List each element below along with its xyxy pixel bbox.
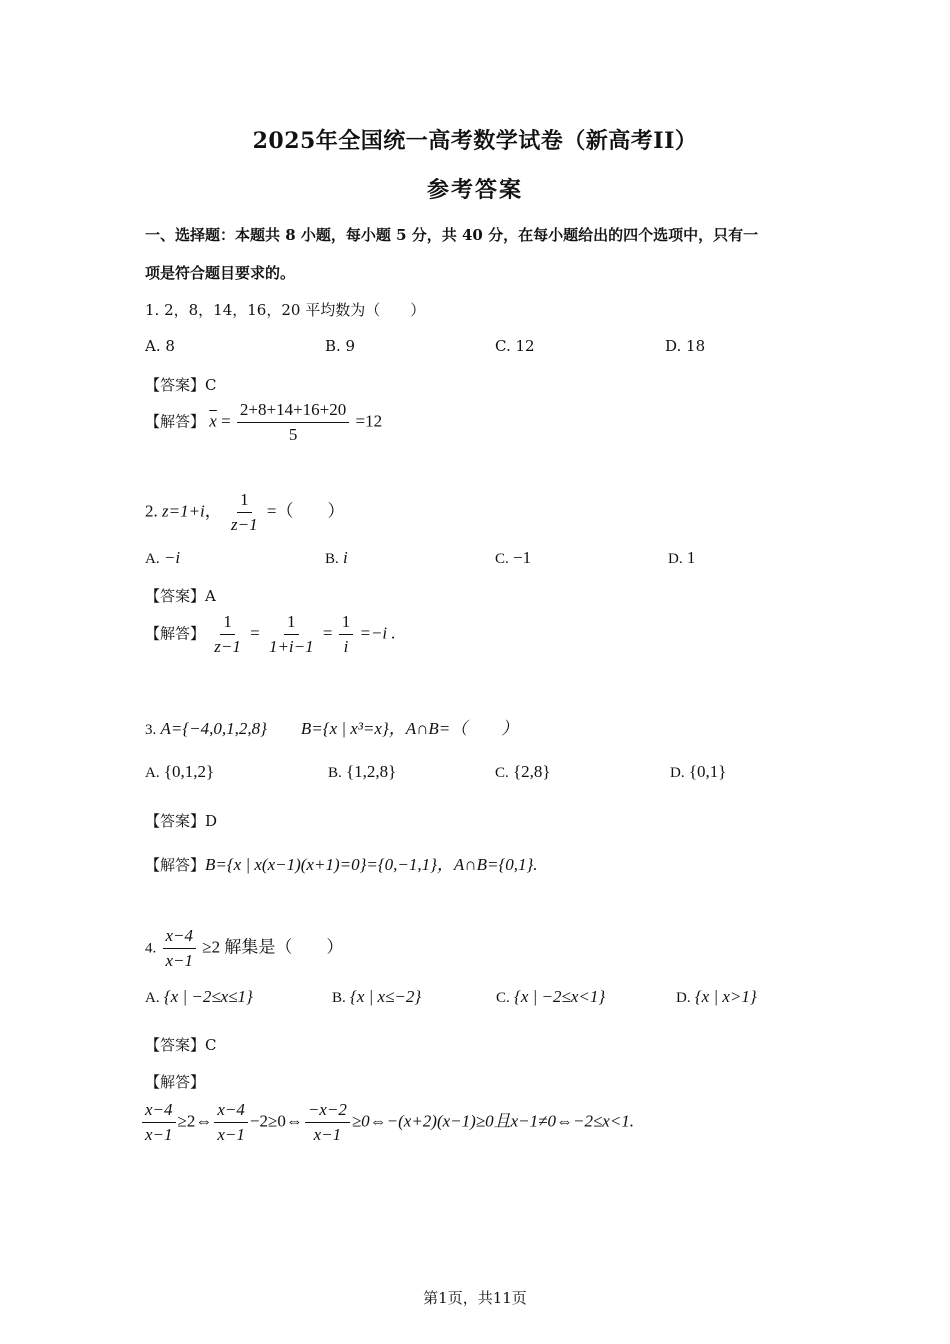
q2-sol-fraction-3: $\frac{1}{i}$	[339, 612, 354, 657]
q4-option-b: B. {x | x≤−2}	[332, 987, 422, 1006]
q2-option-c: C. −1	[495, 548, 532, 567]
q4-answer: 【答案】C	[145, 1036, 217, 1054]
q2-stem	[145, 490, 344, 535]
q3-stem	[145, 714, 518, 739]
q2-answer: 【答案】A	[145, 587, 216, 605]
q1-mean-symbol: $\overline{x}$	[209, 411, 217, 431]
answer-label: 【答案】	[145, 376, 206, 394]
q4-sol-fraction-3: $\frac{-x-2}{x-1}$	[305, 1100, 350, 1145]
q2-fraction	[228, 490, 261, 535]
q3-option-b: B. {1,2,8}	[328, 762, 397, 781]
q1-stem: 1. 2，8，14，16，20 平均数为（ ）	[145, 301, 426, 319]
q2-stem-tail: =（ ）	[266, 501, 345, 521]
q4-stem-tail: ≥2 解集是（ ）	[202, 937, 344, 957]
q4-option-d: D. {x | x>1}	[676, 987, 757, 1006]
q4-sol-fraction-1: $\frac{x-4}{x-1}$	[142, 1100, 176, 1145]
q4-answer-value: C	[205, 1036, 217, 1054]
q4-sol-tail: ≥0⇔−(x+2)(x−1)≥0且x−1≠0⇔−2≤x<1.	[351, 1111, 635, 1131]
q1-fraction-den: 5	[288, 425, 298, 444]
section-heading-line1: 一、选择题：本题共 8 小题，每小题 5 分，共 40 分，在每小题给出的四个选项中，只有一	[145, 226, 759, 244]
q4-solution: $\frac{x-4}{x-1}$ ≥2⇔ $\frac{x-4}{x-1}$ −2≥0⇔ $\frac{-x-2}{x-1}$ ≥0⇔−(x+2)(x−1)≥0且x−1≠0⇔−2≤x<1.	[140, 1100, 634, 1145]
q2-option-d: D. 1	[668, 548, 696, 567]
q3-option-d: D. {0,1}	[670, 762, 727, 781]
q1-solution	[145, 400, 382, 445]
q1-fraction-num: 2+8+14+16+20	[237, 400, 349, 423]
q4-option-c: C. {x | −2≤x<1}	[496, 987, 606, 1006]
q3-solution-expr: B={x | x(x−1)(x+1)=0}={0,−1,1}，A∩B={0,1}.	[205, 855, 538, 874]
q2-fraction-num: 1	[237, 490, 252, 513]
q4-solution-label: 【解答】	[145, 1073, 206, 1091]
q1-option-c: C. 12	[495, 337, 535, 355]
q2-sol-fraction-1: $\frac{1}{z-1}$	[214, 612, 241, 656]
section-heading-line2: 项是符合题目要求的。	[145, 264, 296, 282]
q1-option-a: A. 8	[145, 337, 175, 355]
q1-result: =12	[355, 411, 383, 431]
q4-stem	[145, 926, 343, 971]
q3-answer: 【答案】D	[145, 812, 218, 830]
q2-option-b: B. i	[325, 548, 348, 567]
q2-solution: 【解答】 $\frac{1}{z-1}$ = $\frac{1}{1+i-1}$ = $\frac{1}{i}$ =−i .	[145, 612, 396, 656]
page-subtitle: 参考答案	[426, 177, 523, 203]
q1-option-d: D. 18	[665, 337, 706, 355]
q3-answer-value: D	[205, 812, 218, 830]
q4-fraction: $\frac{x-4}{x-1}$	[163, 926, 197, 971]
q2-sol-tail: =−i .	[359, 623, 396, 643]
q3-stem-expr: A={−4,0,1,2,8} B={x | x³=x}，A∩B=（ ）	[160, 719, 519, 738]
q2-number: 2.	[145, 501, 158, 521]
q1-equals: =	[221, 411, 231, 431]
q2-sol-fraction-2: $\frac{1}{1+i-1}$	[268, 612, 314, 656]
q1-fraction	[237, 400, 349, 445]
page-title: 2025年全国统一高考数学试卷（新高考II）	[252, 128, 698, 154]
q3-option-a: A. {0,1,2}	[145, 762, 215, 781]
q3-solution: 【解答】B={x | x(x−1)(x+1)=0}={0,−1,1}，A∩B={0,1}.	[145, 855, 538, 874]
q1-answer	[145, 374, 217, 395]
q2-stem-expr: z=1+i	[162, 501, 205, 521]
q4-option-a: A. {x | −2≤x≤1}	[145, 987, 253, 1006]
q3-number: 3.	[145, 722, 157, 738]
q2-fraction-den: z−1	[231, 515, 258, 534]
q4-number: 4.	[145, 940, 157, 957]
q1-option-b: B. 9	[325, 337, 356, 355]
q2-option-a: A. −i	[145, 548, 181, 567]
q4-sol-fraction-2: $\frac{x-4}{x-1}$	[214, 1100, 248, 1145]
q2-sep: ，	[204, 501, 222, 521]
q3-option-c: C. {2,8}	[495, 762, 551, 781]
q1-answer-value: C	[205, 376, 217, 394]
q2-answer-value: A	[205, 587, 216, 605]
solution-label: 【解答】	[145, 414, 206, 431]
page-footer: 第1页，共11页	[423, 1289, 527, 1307]
